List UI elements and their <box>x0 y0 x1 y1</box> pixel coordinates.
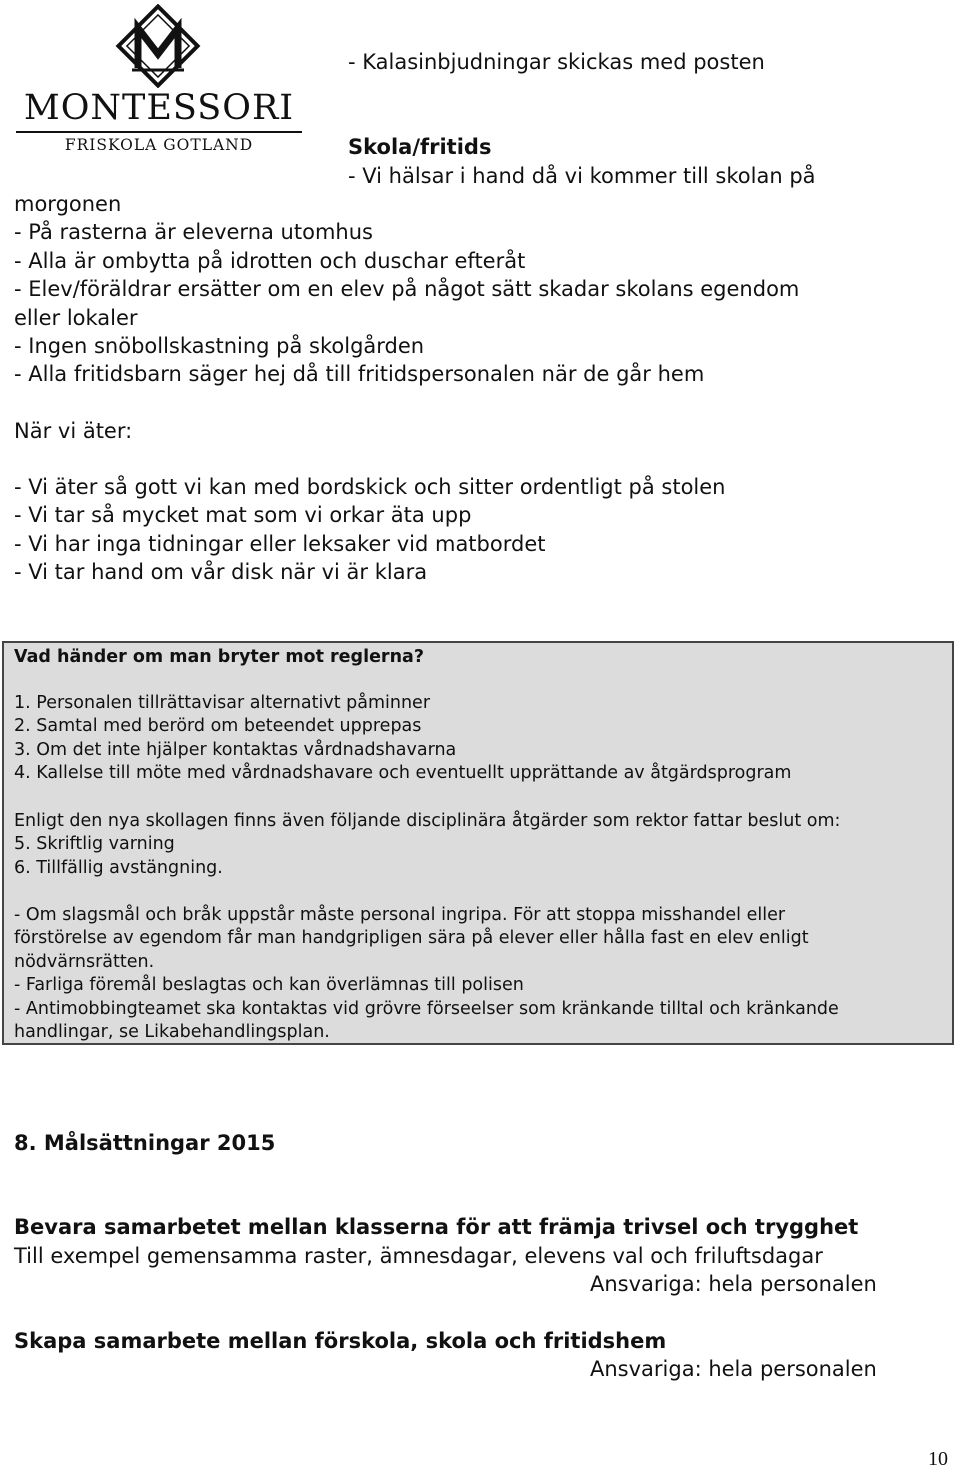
school-heading: Skola/fritids <box>348 135 492 159</box>
box-heading: Vad händer om man bryter mot reglerna? <box>14 647 424 667</box>
logo-divider <box>16 131 302 133</box>
montessori-emblem-icon <box>14 4 304 88</box>
goal-title: Bevara samarbetet mellan klasserna för att främja trivsel och trygghet <box>14 1215 859 1239</box>
logo-subtitle: FRISKOLA GOTLAND <box>64 136 254 154</box>
box-step: 1. Personalen tillrättavisar alternativt påminner <box>14 693 431 713</box>
box-note: - Om slagsmål och bråk uppstår måste personal ingripa. För att stoppa misshandel eller <box>14 905 786 925</box>
school-line: morgonen <box>14 192 122 216</box>
school-line: eller lokaler <box>14 306 138 330</box>
box-step: 2. Samtal med berörd om beteendet upprepas <box>14 716 422 736</box>
eating-line: - Vi har inga tidningar eller leksaker vid matbordet <box>14 532 546 556</box>
box-note: förstörelse av egendom får man handgripligen sära på elever eller hålla fast en elev enligt <box>14 928 809 948</box>
school-line: - På rasterna är eleverna utomhus <box>14 220 373 244</box>
section-title: 8. Målsättningar 2015 <box>14 1131 276 1155</box>
top-line: - Kalasinbjudningar skickas med posten <box>348 50 765 74</box>
eating-heading: När vi äter: <box>14 419 133 443</box>
box-note: - Farliga föremål beslagtas och kan överlämnas till polisen <box>14 975 524 995</box>
box-step: 3. Om det inte hjälper kontaktas vårdnadshavarna <box>14 740 457 760</box>
box-note: - Antimobbingteamet ska kontaktas vid grövre förseelser som kränkande tilltal och kränkande <box>14 999 839 1019</box>
box-note: nödvärnsrätten. <box>14 952 155 972</box>
eating-line: - Vi tar så mycket mat som vi orkar äta upp <box>14 503 472 527</box>
montessori-logo <box>14 4 304 154</box>
box-law-intro: Enligt den nya skollagen finns även följande disciplinära åtgärder som rektor fattar beslut om: <box>14 811 841 831</box>
school-line: - Alla är ombytta på idrotten och duschar efteråt <box>14 249 526 273</box>
box-step: 4. Kallelse till möte med vårdnadshavare och eventuellt upprättande av åtgärdsprogram <box>14 763 792 783</box>
box-law-step: 6. Tillfällig avstängning. <box>14 858 223 878</box>
school-line: - Alla fritidsbarn säger hej då till fritidspersonalen när de går hem <box>14 362 705 386</box>
eating-line: - Vi tar hand om vår disk när vi är klara <box>14 560 428 584</box>
goal-title: Skapa samarbete mellan förskola, skola och fritidshem <box>14 1329 667 1353</box>
eating-line: - Vi äter så gott vi kan med bordskick och sitter ordentligt på stolen <box>14 475 726 499</box>
goal-text: Till exempel gemensamma raster, ämnesdagar, elevens val och friluftsdagar <box>14 1244 823 1268</box>
page-number: 10 <box>928 1448 948 1470</box>
school-line: - Elev/föräldrar ersätter om en elev på något sätt skadar skolans egendom <box>14 277 800 301</box>
box-note: handlingar, se Likabehandlingsplan. <box>14 1022 330 1042</box>
goal-responsible: Ansvariga: hela personalen <box>590 1272 877 1296</box>
school-line: - Ingen snöbollskastning på skolgården <box>14 334 425 358</box>
logo-brand-name: MONTESSORI <box>23 88 295 128</box>
box-law-step: 5. Skriftlig varning <box>14 834 175 854</box>
school-line: - Vi hälsar i hand då vi kommer till skolan på <box>348 164 816 188</box>
goal-responsible: Ansvariga: hela personalen <box>590 1357 877 1381</box>
